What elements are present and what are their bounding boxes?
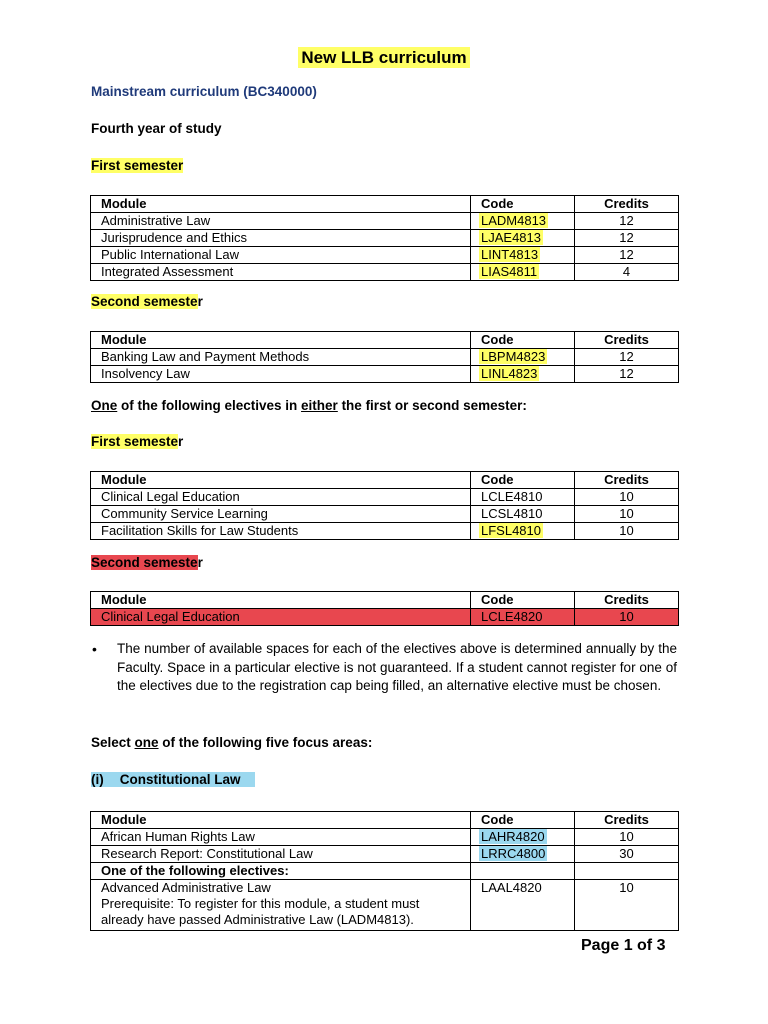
col-module: Module (91, 472, 471, 489)
table-header-row (91, 812, 679, 829)
title-text: New LLB curriculum (298, 47, 469, 68)
col-credits: Credits (575, 332, 679, 349)
col-credits: Credits (575, 196, 679, 213)
elec1-heading (91, 434, 183, 449)
module-cell: Research Report: Constitutional Law (91, 846, 471, 863)
electives-intro (91, 398, 527, 413)
code-cell (471, 523, 575, 540)
module-cell: African Human Rights Law (91, 829, 471, 846)
credits-cell: 12 (575, 366, 679, 383)
code-cell (471, 230, 575, 247)
table-row (91, 506, 679, 523)
code-cell: LCLE4810 (471, 489, 575, 506)
module-cell: Clinical Legal Education (91, 609, 471, 626)
focus1-heading-highlight (91, 772, 255, 787)
credits-cell: 10 (575, 880, 679, 931)
elective-prereq-line2: already have passed Administrative Law (LADM4813). (101, 912, 414, 927)
module-cell: Public International Law (91, 247, 471, 264)
page-title (0, 48, 768, 68)
table-row (91, 349, 679, 366)
sem1-heading (91, 158, 183, 173)
table-row (91, 880, 679, 931)
module-cell: Jurisprudence and Ethics (91, 230, 471, 247)
module-cell: Clinical Legal Education (91, 489, 471, 506)
col-code: Code (471, 592, 575, 609)
table-row (91, 523, 679, 540)
elec2-table (90, 591, 679, 626)
table-row (91, 264, 679, 281)
focus1-heading (91, 772, 255, 787)
credits-cell: 30 (575, 846, 679, 863)
col-code: Code (471, 812, 575, 829)
intro-either: either (301, 398, 338, 413)
intro-one: One (91, 398, 118, 413)
table-row (91, 230, 679, 247)
col-credits: Credits (575, 472, 679, 489)
credits-cell: 12 (575, 213, 679, 230)
credits-cell: 10 (575, 489, 679, 506)
code-cell (471, 349, 575, 366)
focus1-heading-text: Constitutional Law (119, 772, 241, 787)
sem2-heading (91, 294, 203, 309)
col-code: Code (471, 196, 575, 213)
focus-intro (91, 735, 372, 750)
focus1-number: (i) (91, 772, 104, 787)
code-text: LFSL4810 (481, 523, 541, 538)
intro-mid: of the following electives in (117, 398, 302, 413)
col-module: Module (91, 812, 471, 829)
sem1-table (90, 195, 679, 281)
col-module: Module (91, 592, 471, 609)
code-text: LBPM4823 (481, 349, 546, 364)
focus-intro-one: one (134, 735, 159, 750)
page-number: Page 1 of 3 (581, 937, 666, 954)
code-text: LINL4823 (481, 366, 538, 381)
electives-subheader-row (91, 863, 679, 880)
year-heading: Fourth year of study (91, 121, 222, 136)
code-cell (471, 846, 575, 863)
code-text: LADM4813 (481, 213, 547, 228)
code-cell: LAAL4820 (471, 880, 575, 931)
credits-cell: 10 (575, 506, 679, 523)
module-cell: Integrated Assessment (91, 264, 471, 281)
table-row (91, 213, 679, 230)
col-module: Module (91, 196, 471, 213)
table-row (91, 609, 679, 626)
table-row (91, 829, 679, 846)
table-row (91, 247, 679, 264)
col-code: Code (471, 472, 575, 489)
table-header-row (91, 592, 679, 609)
code-text: LIAS4811 (481, 264, 538, 279)
bullet-paragraph: The number of available spaces for each of the electives above is determined annually by the Faculty. Space in a particular elective is not guaranteed. If a student cannot register for one of the electives due to the registration cap being filled, an alternative elective must be chosen. (117, 641, 677, 694)
credits-cell: 10 (575, 523, 679, 540)
table-header-row (91, 332, 679, 349)
col-code: Code (471, 332, 575, 349)
credits-cell: 12 (575, 349, 679, 366)
elective-prereq-line1: Prerequisite: To register for this module, a student must (101, 896, 420, 911)
empty-cell (575, 863, 679, 880)
module-cell (91, 880, 471, 931)
module-cell: Community Service Learning (91, 506, 471, 523)
empty-cell (471, 863, 575, 880)
elective-module-name: Advanced Administrative Law (101, 880, 271, 895)
col-credits: Credits (575, 592, 679, 609)
intro-end: the first or second semester: (337, 398, 527, 413)
table-row (91, 846, 679, 863)
module-cell: Facilitation Skills for Law Students (91, 523, 471, 540)
code-cell: LCLE4820 (471, 609, 575, 626)
module-cell: Insolvency Law (91, 366, 471, 383)
sem2-table (90, 331, 679, 383)
code-cell (471, 213, 575, 230)
credits-cell: 4 (575, 264, 679, 281)
code-cell (471, 366, 575, 383)
code-text: LJAE4813 (481, 230, 541, 245)
elec1-heading-tail: r (178, 434, 184, 449)
sem2-heading-text: Second semeste (91, 294, 198, 309)
elec2-heading-tail: r (197, 555, 203, 570)
curriculum-subtitle: Mainstream curriculum (BC340000) (91, 84, 317, 99)
elec1-table (90, 471, 679, 540)
col-module: Module (91, 332, 471, 349)
sem1-heading-text: First semester (91, 158, 184, 173)
code-text: LRRC4800 (481, 846, 546, 861)
table-header-row (91, 196, 679, 213)
credits-cell: 10 (575, 609, 679, 626)
credits-cell: 12 (575, 247, 679, 264)
code-cell: LCSL4810 (471, 506, 575, 523)
table-row (91, 489, 679, 506)
credits-cell: 10 (575, 829, 679, 846)
code-text: LINT4813 (481, 247, 539, 262)
code-cell (471, 829, 575, 846)
elec2-heading-text: Second semeste (91, 555, 198, 570)
focus-intro-end: of the following five focus areas: (158, 735, 373, 750)
table-header-row (91, 472, 679, 489)
elec1-heading-text: First semeste (91, 434, 179, 449)
bullet-marker: • (92, 641, 97, 657)
elec2-heading (91, 555, 203, 570)
module-cell: Banking Law and Payment Methods (91, 349, 471, 366)
col-credits: Credits (575, 812, 679, 829)
code-cell (471, 264, 575, 281)
focus-intro-start: Select (91, 735, 135, 750)
table-row (91, 366, 679, 383)
sem2-heading-tail: r (197, 294, 203, 309)
credits-cell: 12 (575, 230, 679, 247)
electives-subheader: One of the following electives: (91, 863, 471, 880)
focus1-table (90, 811, 679, 931)
code-text: LAHR4820 (481, 829, 545, 844)
code-cell (471, 247, 575, 264)
module-cell: Administrative Law (91, 213, 471, 230)
